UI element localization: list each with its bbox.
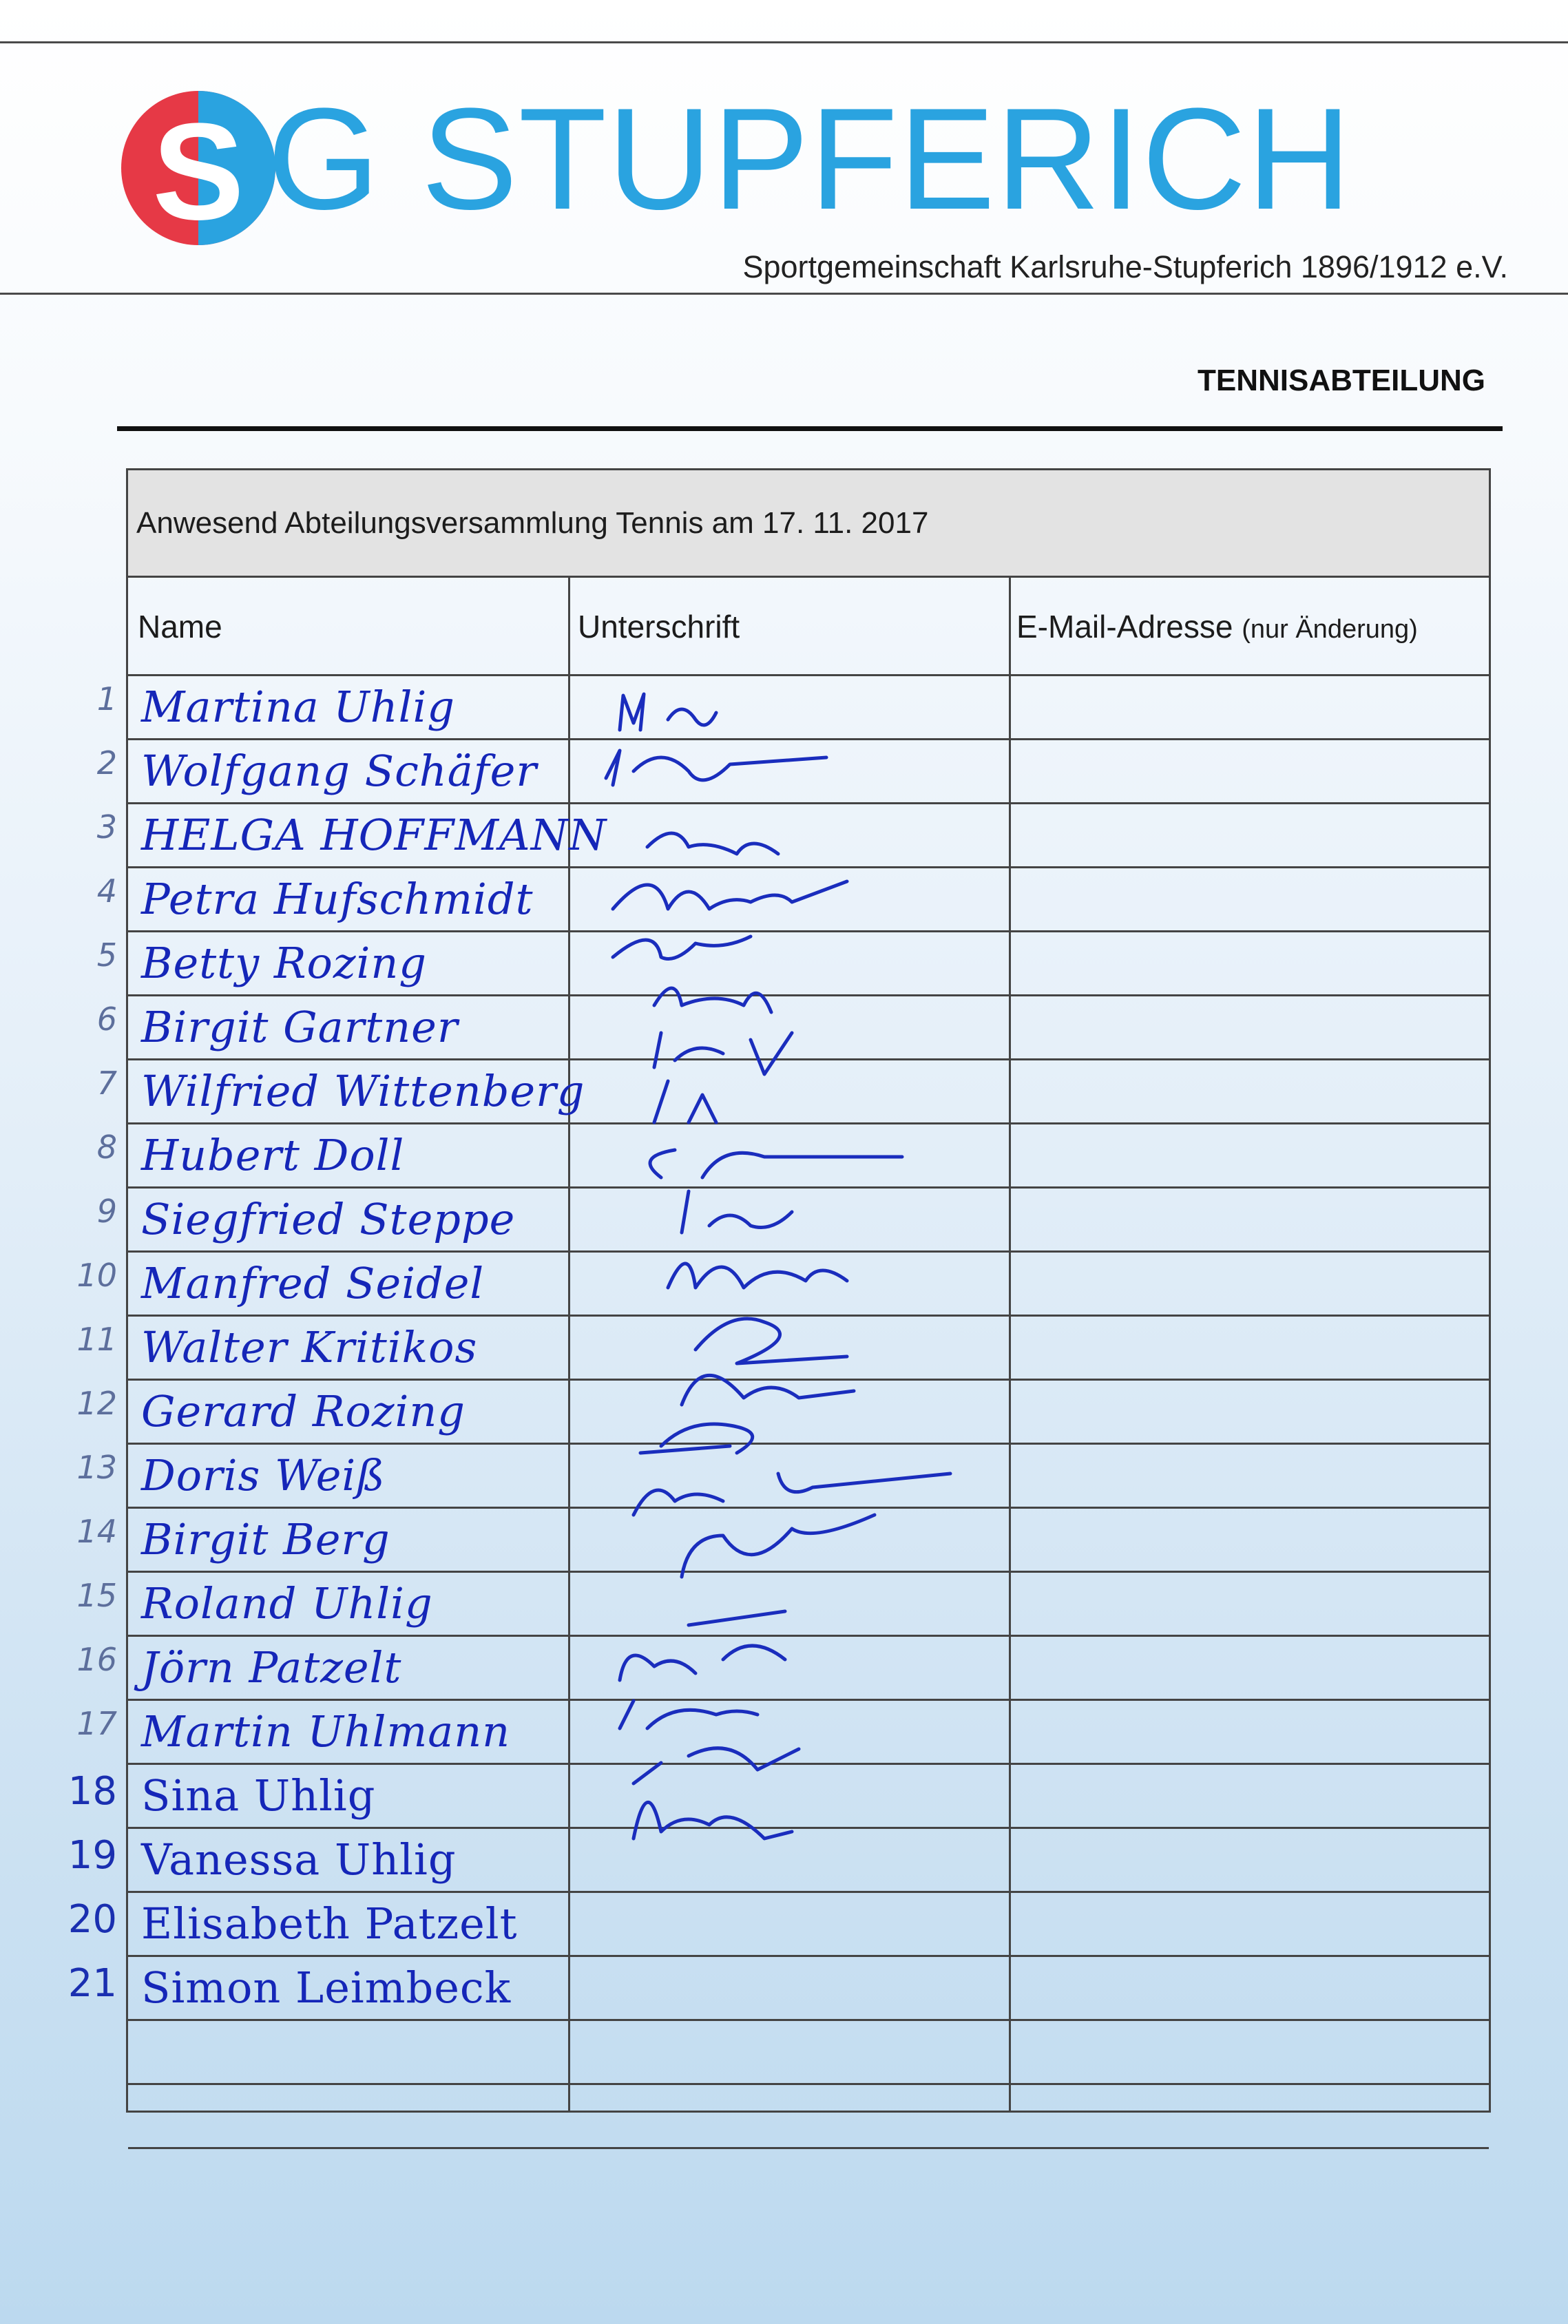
attendee-name: Martin Uhlmann xyxy=(141,1706,511,1757)
attendee-name: Hubert Doll xyxy=(141,1130,405,1180)
header-rule xyxy=(0,293,1568,295)
row-number: 5 xyxy=(96,936,117,974)
row-number: 21 xyxy=(67,1961,117,2006)
column-header-name: Name xyxy=(138,609,222,645)
attendee-name: Jörn Patzelt xyxy=(141,1642,402,1693)
row-number: 11 xyxy=(76,1321,117,1358)
row-number: 7 xyxy=(96,1065,117,1102)
row-number: 6 xyxy=(96,1001,117,1038)
header-row-divider xyxy=(128,674,1489,676)
signatures-overlay xyxy=(592,682,1033,2086)
row-rule xyxy=(128,2147,1489,2149)
row-number: 13 xyxy=(76,1449,117,1486)
attendee-name: Wilfried Wittenberg xyxy=(141,1066,585,1116)
attendee-name: Sina Uhlig xyxy=(141,1770,376,1821)
row-number: 15 xyxy=(76,1577,117,1614)
attendee-name: Walter Kritikos xyxy=(141,1322,478,1372)
attendee-name: Birgit Berg xyxy=(141,1514,390,1564)
attendee-name: Manfred Seidel xyxy=(141,1258,485,1308)
attendee-name: Gerard Rozing xyxy=(141,1386,466,1436)
email-header-note: (nur Änderung) xyxy=(1242,615,1418,644)
row-number: 12 xyxy=(76,1385,117,1422)
row-number: 3 xyxy=(96,808,117,846)
club-logo xyxy=(118,88,278,248)
row-number: 2 xyxy=(96,744,117,782)
row-number: 17 xyxy=(76,1705,117,1742)
top-rule xyxy=(0,41,1568,43)
attendee-name: Betty Rozing xyxy=(141,938,427,988)
row-number: 20 xyxy=(67,1897,117,1942)
column-header-signature: Unterschrift xyxy=(578,609,740,645)
attendee-name: Petra Hufschmidt xyxy=(141,874,534,924)
sheet-title-band xyxy=(128,470,1489,578)
row-number: 4 xyxy=(96,872,117,910)
attendee-name: Martina Uhlig xyxy=(141,682,455,732)
sheet-title: Anwesend Abteilungsversammlung Tennis am 17. 11. 2017 xyxy=(136,506,929,540)
row-number: 19 xyxy=(67,1833,117,1878)
column-divider xyxy=(568,578,570,2111)
attendee-name: Wolfgang Schäfer xyxy=(141,746,537,796)
row-number: 9 xyxy=(96,1193,117,1230)
attendee-name: Birgit Gartner xyxy=(141,1002,459,1052)
row-number: 1 xyxy=(96,680,117,718)
email-header-label: E-Mail-Adresse xyxy=(1016,609,1233,645)
svg-text:S: S xyxy=(152,95,244,248)
attendee-name: Siegfried Steppe xyxy=(141,1194,516,1244)
attendee-name: Simon Leimbeck xyxy=(141,1962,512,2013)
department-rule xyxy=(117,426,1503,431)
column-header-email xyxy=(1016,608,1418,645)
club-name: G STUPFERICH xyxy=(267,78,1352,240)
club-subtitle: Sportgemeinschaft Karlsruhe-Stupferich 1896/1912 e.V. xyxy=(742,249,1508,284)
row-number: 14 xyxy=(76,1513,117,1550)
attendee-name: Roland Uhlig xyxy=(141,1578,433,1629)
attendee-name: HELGA HOFFMANN xyxy=(141,810,607,860)
attendee-name: Elisabeth Patzelt xyxy=(141,1898,518,1949)
row-number: 16 xyxy=(76,1641,117,1678)
row-number: 8 xyxy=(96,1129,117,1166)
row-number: 18 xyxy=(67,1769,117,1814)
attendee-name: Vanessa Uhlig xyxy=(141,1834,457,1885)
attendee-name: Doris Weiß xyxy=(141,1450,386,1500)
row-number: 10 xyxy=(76,1257,117,1294)
department-title: TENNISABTEILUNG xyxy=(1198,364,1485,397)
